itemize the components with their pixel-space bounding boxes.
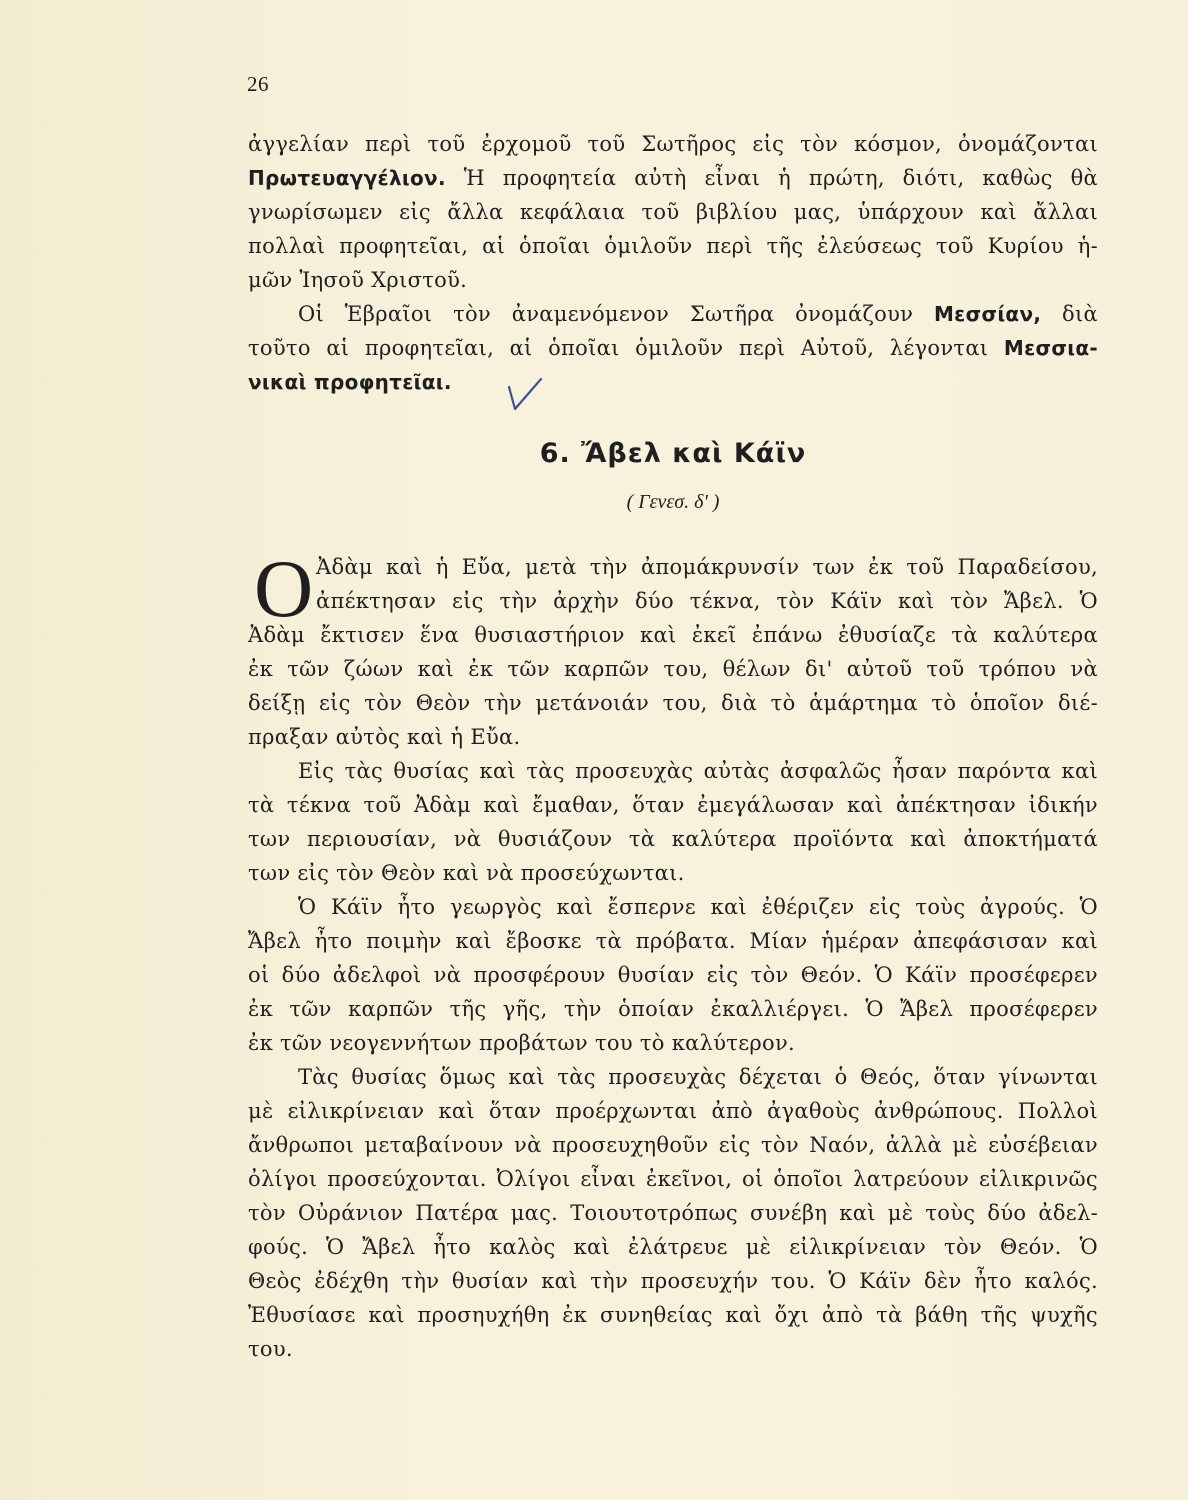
text-line: Ἀδὰμ καὶ ἡ Εὔα, μετὰ τὴν ἀπομάκρυνσίν των ἐκ τοῦ Παραδείσου, — [316, 555, 1098, 579]
text-line: Θεὸς ἐδέχθη τὴν θυσίαν καὶ τὴν προσευχήν του. Ὁ Κάϊν δὲν ἦτο καλός. — [248, 1269, 1098, 1293]
section-heading: 6. Ἄβελ καὶ Κάϊν — [539, 438, 807, 469]
handwritten-check-mark — [505, 377, 545, 413]
text-line: ἀπέκτησαν εἰς τὴν ἀρχὴν δύο τέκνα, τὸν Κάϊν καὶ τὸν Ἄβελ. Ὁ — [316, 589, 1098, 613]
text-line: πολλαὶ προφητεῖαι, αἱ ὁποῖαι ὁμιλοῦν περὶ τῆς ἐλεύσεως τοῦ Κυρίου ἡ- — [248, 234, 1098, 258]
text-line: Ἐθυσίασε καὶ προσηυχήθη ἐκ συνηθείας καὶ ὄχι ἀπὸ τὰ βάθη τῆς ψυχῆς — [248, 1303, 1098, 1327]
text-line: Εἰς τὰς θυσίας καὶ τὰς προσευχὰς αὐτὰς ἀσφαλῶς ἦσαν παρόντα καὶ — [298, 759, 1098, 783]
text-fragment: Ἡ προφητεία αὐτὴ εἶναι ἡ πρώτη, διότι, καθὼς θὰ — [445, 166, 1098, 190]
text-line — [248, 331, 1098, 365]
bold-term: νικαὶ προφητεῖαι. — [248, 370, 452, 394]
text-line — [248, 161, 1098, 195]
text-line: μῶν Ἰησοῦ Χριστοῦ. — [248, 268, 468, 292]
text-line: τὸν Οὐράνιον Πατέρα μας. Τοιουτοτρόπως συνέβη καὶ μὲ τοὺς δύο ἀδελ- — [248, 1201, 1098, 1225]
text-line: Ἄβελ ἦτο ποιμὴν καὶ ἔβοσκε τὰ πρόβατα. Μίαν ἡμέραν ἀπεφάσισαν καὶ — [248, 929, 1098, 953]
page-number: 26 — [247, 72, 269, 96]
bold-term: Μεσσια- — [1003, 336, 1098, 360]
intro-paragraphs — [248, 127, 1098, 399]
text-line: φούς. Ὁ Ἄβελ ἦτο καλὸς καὶ ἐλάτρευε μὲ εἰλικρίνειαν τὸν Θεόν. Ὁ — [248, 1235, 1098, 1259]
bold-term: Μεσσίαν, — [933, 302, 1042, 326]
drop-cap: Ο — [254, 543, 314, 634]
text-line: ἀγγελίαν περὶ τοῦ ἐρχομοῦ τοῦ Σωτῆρος εἰς τὸν κόσμον, ὀνομάζονται — [248, 132, 1098, 156]
text-line: Ἀδὰμ ἔκτισεν ἕνα θυσιαστήριον καὶ ἐκεῖ ἐπάνω ἐθυσίαζε τὰ καλύτερα — [248, 623, 1098, 647]
text-line: τὰ τέκνα τοῦ Ἀδὰμ καὶ ἔμαθαν, ὅταν ἐμεγάλωσαν καὶ ἀπέκτησαν ἰδικήν — [248, 793, 1098, 817]
text-fragment: Οἱ Ἑβραῖοι τὸν ἀναμενόμενον Σωτῆρα ὀνομάζουν — [298, 302, 934, 326]
story-paragraphs — [248, 543, 1098, 1366]
text-fragment: τοῦτο αἱ προφητεῖαι, αἱ ὁποῖαι ὁμιλοῦν περὶ Αὐτοῦ, λέγονται — [248, 336, 1004, 360]
text-line: Τὰς θυσίας ὅμως καὶ τὰς προσευχὰς δέχεται ὁ Θεός, ὅταν γίνωνται — [298, 1065, 1098, 1089]
text-line: δείξῃ εἰς τὸν Θεὸν τὴν μετάνοιάν του, διὰ τὸ ἁμάρτημα τὸ ὁποῖον διέ- — [248, 691, 1098, 715]
scripture-reference: ( Γενεσ. δ' ) — [626, 491, 720, 513]
text-line: των εἰς τὸν Θεὸν καὶ νὰ προσεύχωνται. — [248, 861, 685, 885]
text-line: ἄνθρωποι μεταβαίνουν νὰ προσευχηθοῦν εἰς τὸν Ναόν, ἀλλὰ μὲ εὐσέβειαν — [248, 1133, 1098, 1157]
text-line: Ὁ Κάϊν ἦτο γεωργὸς καὶ ἔσπερνε καὶ ἐθέριζεν εἰς τοὺς ἀγρούς. Ὁ — [298, 895, 1098, 919]
text-line — [248, 297, 1098, 331]
text-line: ἐκ τῶν καρπῶν τῆς γῆς, τὴν ὁποίαν ἐκαλλιέργει. Ὁ Ἄβελ προσέφερεν — [248, 997, 1098, 1021]
text-fragment: διὰ — [1041, 302, 1098, 326]
text-line: ὀλίγοι προσεύχονται. Ὀλίγοι εἶναι ἐκεῖνοι, οἱ ὁποῖοι λατρεύουν εἰλικρινῶς — [248, 1167, 1098, 1191]
text-line: γνωρίσωμεν εἰς ἄλλα κεφάλαια τοῦ βιβλίου μας, ὑπάρχουν καὶ ἄλλαι — [248, 200, 1098, 224]
text-line: ἐκ τῶν νεογεννήτων προβάτων του τὸ καλύτερον. — [248, 1031, 796, 1055]
text-line: ἐκ τῶν ζώων καὶ ἐκ τῶν καρπῶν του, θέλων δι' αὐτοῦ τοῦ τρόπου νὰ — [248, 657, 1098, 681]
text-line: του. — [248, 1337, 293, 1361]
text-line: οἱ δύο ἀδελφοὶ νὰ προσφέρουν θυσίαν εἰς τὸν Θεόν. Ὁ Κάϊν προσέφερεν — [248, 963, 1098, 987]
text-line — [248, 365, 1098, 399]
bold-term: Πρωτευαγγέλιον. — [248, 166, 446, 190]
text-line: των περιουσίαν, νὰ θυσιάζουν τὰ καλύτερα προϊόντα καὶ ἀποκτήματά — [248, 827, 1098, 851]
text-line: πραξαν αὐτὸς καὶ ἡ Εὔα. — [248, 725, 521, 749]
text-line: μὲ εἰλικρίνειαν καὶ ὅταν προέρχωνται ἀπὸ ἀγαθοὺς ἀνθρώπους. Πολλοὶ — [248, 1099, 1098, 1123]
